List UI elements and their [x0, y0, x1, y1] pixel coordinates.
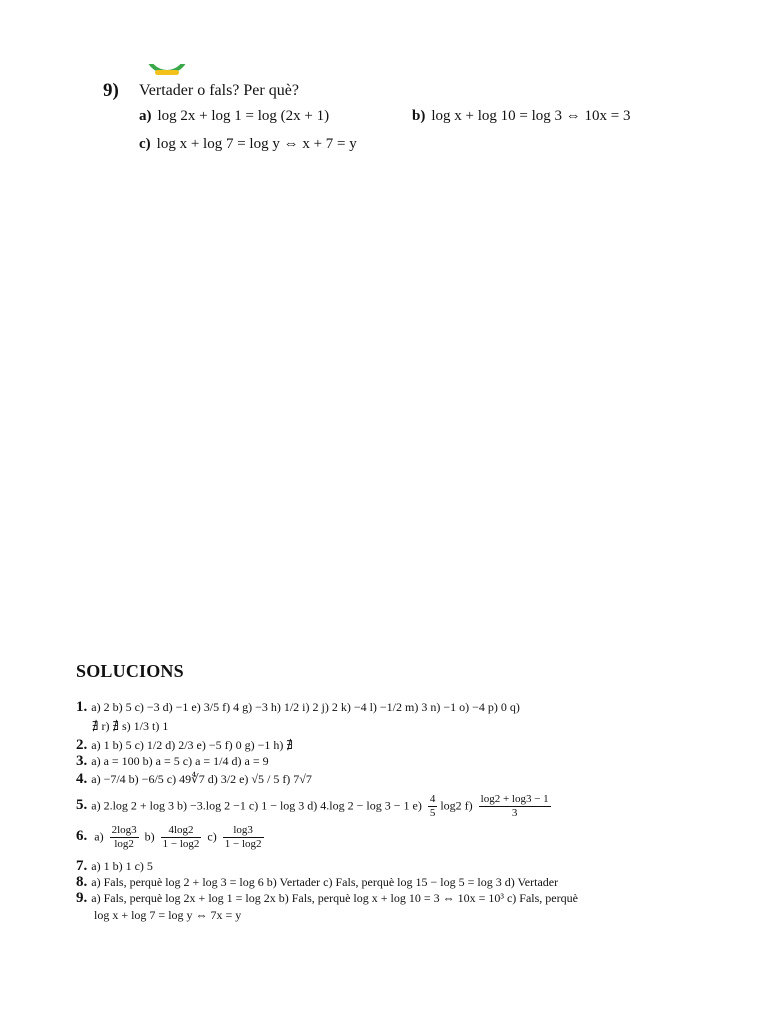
- solution-number: 2.: [76, 737, 88, 753]
- solution-number: 6.: [76, 828, 88, 845]
- item-label: a): [139, 108, 152, 124]
- item-label: b): [144, 829, 155, 844]
- solution-text: a) Fals, perquè log 2 + log 3 = log 6 b) Vertader c) Fals, perquè log 15 − log 5 = log 3 d) Vertader: [91, 875, 559, 889]
- solution-5: [76, 793, 554, 820]
- solution-text: a) −7/4 b) −6/5 c) 49∜7 d) 3/2 e) √5 / 5 f) 7√7: [91, 772, 312, 786]
- fraction-c: $\frac{\log 3}{1 - \log 2}$: [224, 824, 262, 850]
- solution-number: 1.: [76, 699, 88, 715]
- solution-9-continued: log x + log 7 = log y ⇔ 7x = y: [94, 908, 242, 922]
- solution-1: [76, 698, 520, 716]
- solution-text: a) 2 b) 5 c) −3 d) −1 e) 3/5 f) 4 g) −3 h) 1/2 i) 2 j) 2 k) −4 l) −1/2 m) 3 n) −1 o) −4 p) 0 q): [91, 700, 520, 714]
- solution-3: [76, 752, 269, 770]
- item-text: log x + log 7 = log y ⇔ x + 7 = y: [156, 136, 357, 152]
- item-text: log x + log 10 = log 3 ⇔ 10x = 3: [431, 108, 631, 124]
- logo-icon: [145, 64, 189, 78]
- solution-9: [76, 889, 578, 907]
- solution-text: a) Fals, perquè log 2x + log 1 = log 2x b) Fals, perquè log x + log 10 = 3 ⇔ 10x = 10³ c) Fals, perquè: [91, 891, 578, 905]
- solution-6: [76, 824, 267, 851]
- item-text: log 2x + log 1 = log (2x + 1): [157, 108, 330, 124]
- fraction-f: $\frac{\log 2 + \log 3 - 1}{3}$: [480, 793, 549, 819]
- item-label: c): [207, 829, 217, 844]
- solution-1-continued: ∄ r) ∄ s) 1/3 t) 1: [92, 719, 169, 733]
- item-label: b): [412, 108, 426, 124]
- solution-number: 3.: [76, 753, 88, 769]
- solution-text: a) 1 b) 1 c) 5: [91, 859, 153, 873]
- question-item-a: [139, 108, 329, 125]
- question-item-c: [139, 136, 357, 153]
- question-prompt: Vertader o fals? Per què?: [139, 82, 299, 99]
- solution-number: 7.: [76, 858, 88, 874]
- solutions-title: SOLUCIONS: [76, 661, 184, 681]
- solution-text: a) 2.log 2 + log 3 b) −3.log 2 −1 c) 1 − log 3 d) 4.log 2 − log 3 − 1 e): [91, 798, 422, 813]
- solution-number: 5.: [76, 797, 88, 814]
- fraction-b: $\frac{4\log 2}{1 - \log 2}$: [162, 824, 200, 850]
- solution-number: 9.: [76, 890, 88, 906]
- solution-number: 8.: [76, 874, 88, 890]
- solution-text: a) a = 100 b) a = 5 c) a = 1/4 d) a = 9: [91, 754, 269, 768]
- solution-4: [76, 770, 312, 788]
- fraction-e: $\frac{4}{5}$: [429, 793, 436, 819]
- item-label: a): [94, 829, 104, 844]
- item-label: c): [139, 136, 151, 152]
- solution-number: 4.: [76, 771, 88, 787]
- fraction-a: $\frac{2\log 3}{\log 2}$: [111, 824, 137, 850]
- question-number: 9): [103, 80, 119, 101]
- question-item-b: [412, 108, 630, 125]
- solution-text-tail: log2 f): [440, 798, 473, 813]
- solution-text: a) 1 b) 5 c) 1/2 d) 2/3 e) −5 f) 0 g) −1 h) ∄: [91, 738, 293, 752]
